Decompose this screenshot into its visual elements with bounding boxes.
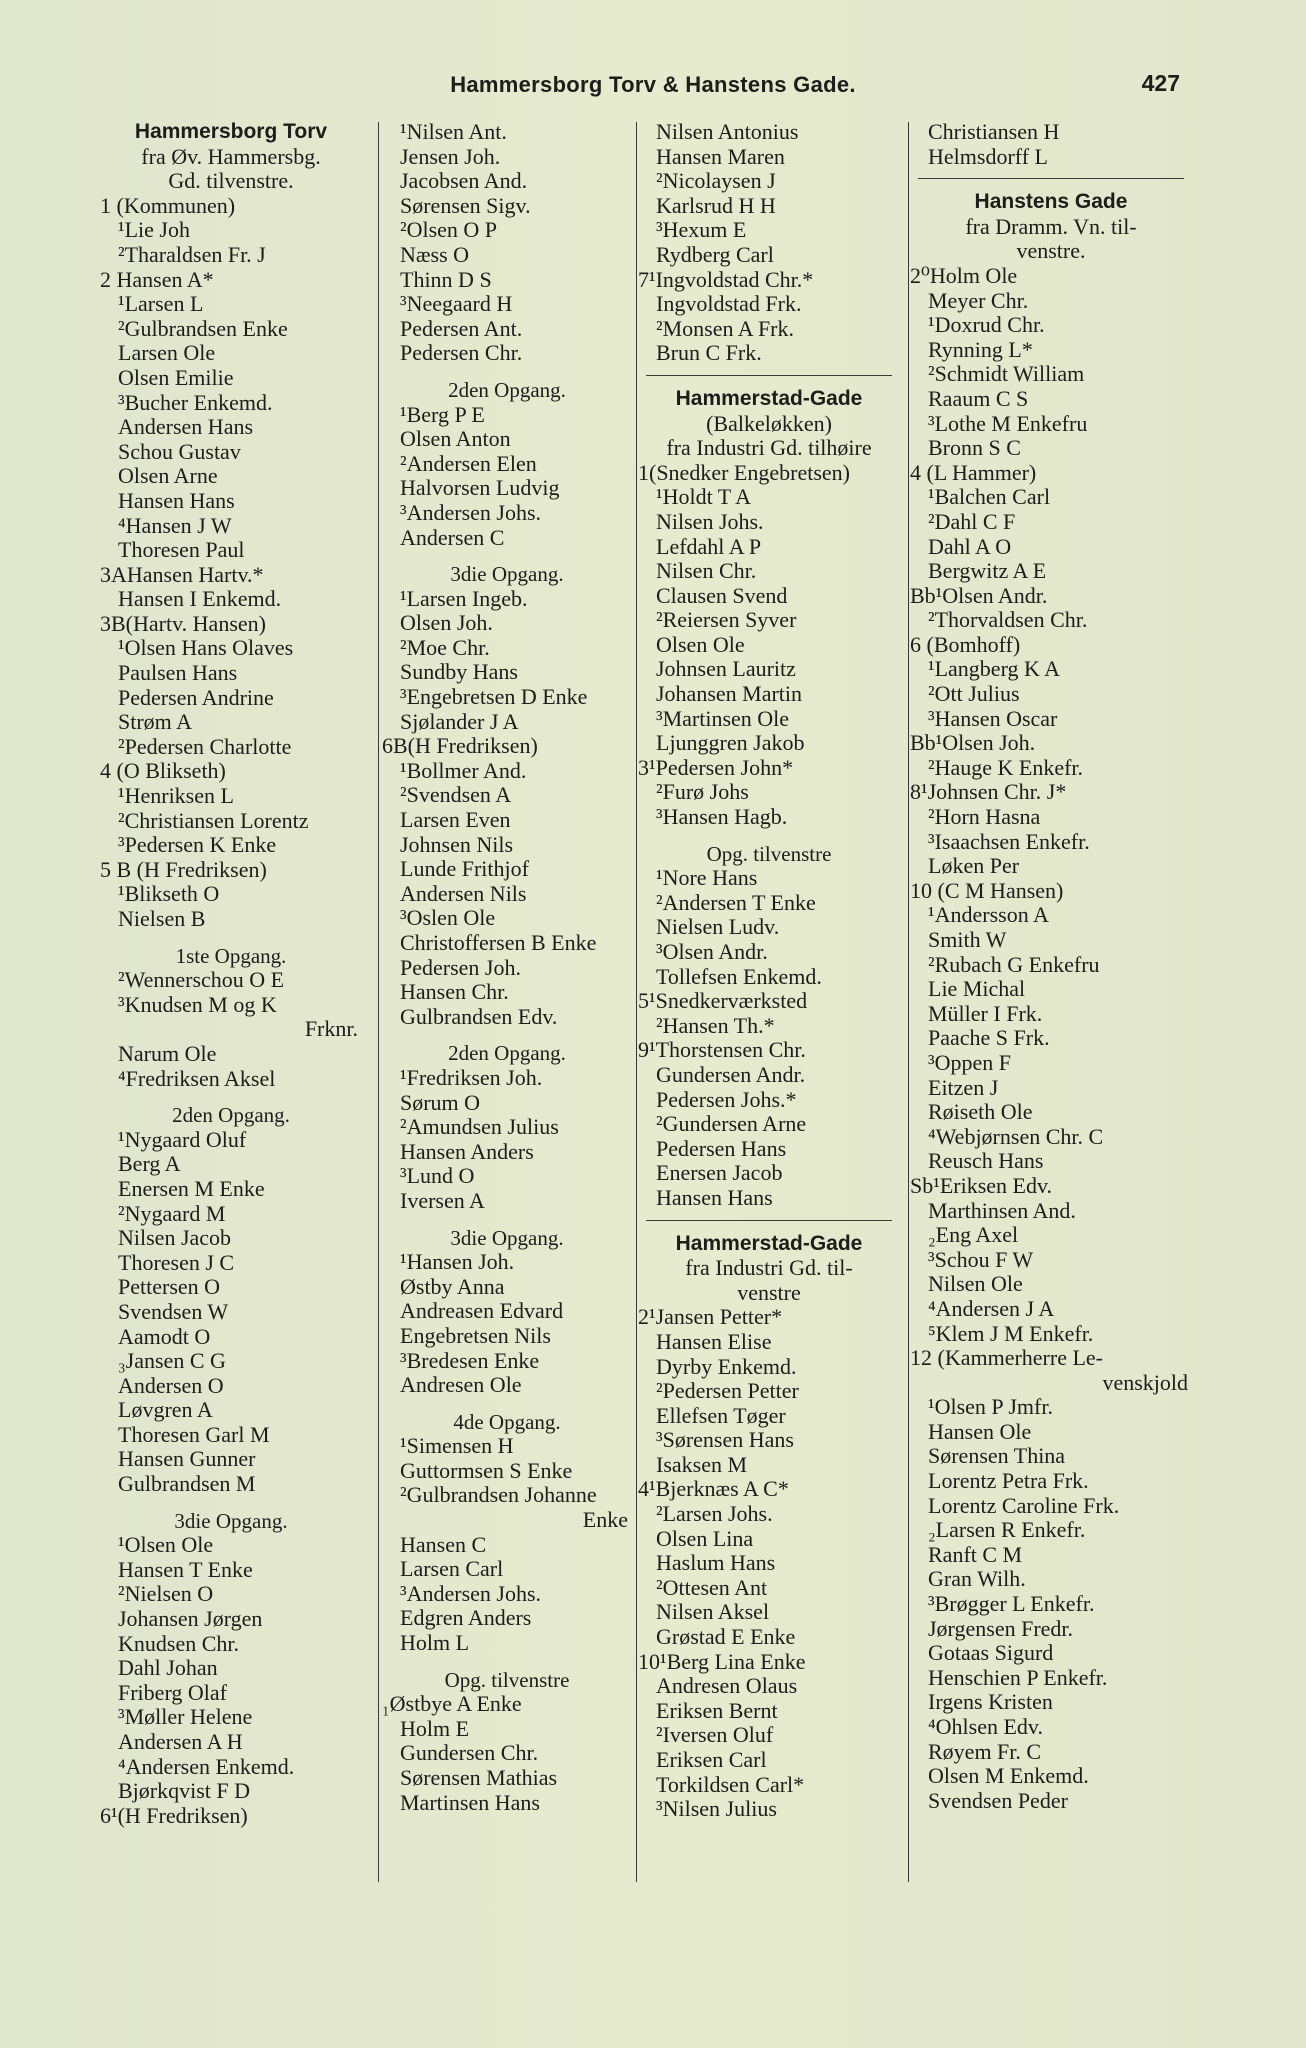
directory-entry: ₂Eng Axel [928,1222,1019,1248]
building-number-entry: 1 (Kommunen) [100,192,236,218]
directory-entry: ¹Blikseth O [118,881,220,907]
directory-entry: ³Martinsen Ole [656,705,790,731]
directory-entry: Jørgensen Fredr. [928,1615,1074,1641]
directory-entry: Sørensen Mathias [400,1765,558,1790]
directory-entry: ⁵Klem J M Enkefr. [928,1320,1094,1346]
directory-entry: ³Sørensen Hans [656,1427,794,1453]
building-number-entry: 3AHansen Hartv.* [100,561,264,587]
building-number-entry: 8¹Johnsen Chr. J* [910,779,1067,805]
directory-entry: Isaksen M [656,1451,748,1477]
directory-entry: Hansen Ole [928,1418,1032,1444]
directory-entry: Aamodt O [118,1323,211,1349]
directory-entry: Dyrby Enkemd. [656,1353,797,1379]
building-number-entry: 2 Hansen A* [100,266,214,292]
entry-continuation: Frknr. [304,1016,358,1042]
street-direction: fra Industri Gd. tilhøire [666,435,872,461]
directory-entry: Brun C Frk. [656,340,762,366]
directory-entry: Eriksen Bernt [656,1697,778,1723]
directory-entry: Hansen C [400,1531,487,1557]
directory-entry: Thoresen Garl M [118,1421,270,1447]
directory-entry: Hansen Hans [656,1184,773,1210]
directory-entry: Lorentz Caroline Frk. [928,1492,1120,1518]
directory-entry: ¹Nore Hans [656,865,758,891]
directory-entry: ¹Larsen L [118,291,204,317]
directory-entry: ²Hansen Th.* [656,1012,775,1038]
directory-entry: Svendsen W [118,1298,229,1324]
directory-entry: ₃Jansen C G [118,1348,226,1374]
directory-entry: Pedersen Johs.* [656,1086,797,1112]
directory-entry: Lorentz Petra Frk. [928,1468,1089,1494]
directory-entry: Lefdahl A P [656,533,762,559]
directory-entry: ³Knudsen M og K [118,991,277,1017]
directory-entry: ²Christiansen Lorentz [118,807,309,833]
directory-entry: ³Lothe M Enkefru [928,410,1088,436]
directory-entry: Pedersen Chr. [400,340,523,366]
building-number-entry: 4 (L Hammer) [910,459,1037,485]
directory-entry: Rydberg Carl [656,241,774,267]
directory-entry: Larsen Ole [118,340,216,366]
directory-entry: ²Gulbrandsen Enke [118,315,288,341]
building-number-entry: 6 (Bomhoff) [910,631,1021,657]
directory-entry: ²Dahl C F [928,508,1016,534]
directory-entry: Nilsen Johs. [656,508,764,534]
directory-entry: Hansen I Enkemd. [118,586,282,612]
directory-entry: Pedersen Andrine [118,684,274,710]
directory-entry: Bjørkqvist F D [118,1778,251,1804]
directory-entry: Olsen Ole [656,631,745,657]
building-number-entry: 9¹Thorstensen Chr. [638,1037,806,1063]
directory-entry: Reusch Hans [928,1148,1044,1174]
directory-entry: ¹Nilsen Ant. [400,119,507,144]
directory-entry: ³Hexum E [656,217,747,243]
directory-entry: ³Oppen F [928,1049,1011,1075]
directory-entry: Berg A [118,1151,181,1177]
directory-entry: ¹Olsen Hans Olaves [118,635,294,661]
directory-entry: Hansen T Enke [118,1556,253,1582]
directory-entry: Paache S Frk. [928,1025,1050,1051]
directory-entry: ¹Olsen Ole [118,1532,214,1558]
directory-entry: Røiseth Ole [928,1099,1033,1125]
directory-entry: ³Lund O [400,1163,475,1189]
directory-entry: Hansen Anders [400,1138,534,1164]
directory-entry: Nilsen Jacob [118,1225,232,1251]
directory-entry: Gotaas Sigurd [928,1640,1054,1666]
directory-entry: ²Hauge K Enkefr. [928,754,1084,780]
column-4 [910,120,1192,1813]
directory-entry: Tollefsen Enkemd. [656,963,822,989]
directory-entry: Hansen Maren [656,143,785,169]
directory-entry: ²Svendsen A [400,782,512,808]
directory-entry: Johansen Jørgen [118,1606,263,1632]
directory-entry: Nilsen Ole [928,1271,1023,1297]
directory-entry: Ellefsen Tøger [656,1402,786,1428]
directory-entry: Lie Michal [928,976,1026,1002]
directory-entry: Larsen Even [400,807,511,833]
directory-entry: Thoresen J C [118,1249,235,1275]
building-number-entry: 7¹Ingvoldstad Chr.* [638,266,814,292]
directory-entry: ²Rubach G Enkefru [928,951,1100,977]
directory-entry: Sørum O [400,1089,481,1115]
building-number-entry: 12 (Kammerherre Le- [910,1345,1104,1371]
directory-entry: Eitzen J [928,1074,999,1100]
directory-entry: Torkildsen Carl* [656,1771,805,1797]
building-number-entry: 5 B (H Fredriksen) [100,856,267,882]
stair-heading: 1ste Opgang. [175,943,287,968]
stair-heading: 2den Opgang. [448,377,566,402]
stair-heading: 3die Opgang. [174,1508,288,1533]
directory-entry: Iversen A [400,1187,485,1213]
section-divider [646,375,892,376]
street-direction: venstre. [1016,238,1086,264]
directory-entry: ¹Hansen Joh. [400,1249,515,1275]
stair-heading: 2den Opgang. [172,1103,290,1128]
directory-entry: ⁴Andersen Enkemd. [118,1753,295,1779]
directory-entry: Sørensen Thina [928,1443,1066,1469]
directory-entry: ²Furø Johs [656,779,749,805]
building-number-entry: 5¹Snedkerværksted [638,988,808,1014]
building-number-entry: Bb¹Olsen Joh. [910,730,1036,756]
directory-entry: ³Pedersen K Enke [118,832,277,858]
building-number-entry: 2⁰Holm Ole [910,262,1018,288]
directory-entry: Sundby Hans [400,659,518,685]
directory-entry: Thinn D S [400,266,492,292]
directory-entry: ²Larsen Johs. [656,1501,773,1527]
directory-entry: ³Møller Helene [118,1704,253,1730]
directory-entry: Olsen Arne [118,463,218,489]
directory-entry: ³Bredesen Enke [400,1347,540,1373]
directory-entry: ²Nielsen O [118,1581,214,1607]
directory-entry: ²Andersen Elen [400,450,537,476]
directory-entry: ²Gundersen Arne [656,1111,807,1137]
directory-entry: ³Bucher Enkemd. [118,389,273,415]
directory-entry: Friberg Olaf [118,1679,227,1705]
directory-entry: Gundersen Chr. [400,1740,539,1766]
directory-entry: Andersen A H [118,1729,243,1754]
directory-entry: Nilsen Aksel [656,1599,770,1625]
directory-entry: Sørensen Sigv. [400,192,531,218]
directory-entry: Dahl Johan [118,1655,218,1681]
directory-entry: Gulbrandsen Edv. [400,1003,558,1029]
building-number-entry: Sb¹Eriksen Edv. [910,1172,1053,1198]
directory-entry: ⁴Hansen J W [118,512,232,538]
directory-entry: Smith W [928,927,1007,952]
directory-entry: ²Ottesen Ant [656,1574,768,1600]
directory-entry: ¹Nygaard Oluf [118,1126,247,1152]
directory-entry: ³Schou F W [928,1246,1034,1272]
directory-entry: ¹Langberg K A [928,656,1061,682]
directory-entry: Bergwitz A E [928,558,1047,584]
stair-heading: 3die Opgang. [450,1225,564,1250]
directory-entry: Jacobsen And. [400,168,528,194]
directory-entry: Røyem Fr. C [928,1738,1042,1764]
stair-heading: 4de Opgang. [453,1409,561,1434]
street-direction: (Balkeløkken) [706,410,832,436]
directory-entry: Løvgren A [118,1397,213,1423]
directory-entry: ¹Larsen Ingeb. [400,585,528,611]
directory-entry: ²Pedersen Petter [656,1378,799,1404]
directory-entry: ²Iversen Oluf [656,1722,774,1748]
directory-entry: Edgren Anders [400,1605,532,1631]
street-direction: venstre [737,1279,801,1305]
directory-entry: Henschien P Enkefr. [928,1664,1108,1690]
directory-entry: ⁴Andersen J A [928,1295,1055,1321]
directory-entry: Andersen O [118,1372,224,1398]
directory-entry: Engebretsen Nils [400,1322,551,1348]
directory-entry: ³Neegaard H [400,291,513,317]
directory-entry: ²Gulbrandsen Johanne [400,1482,597,1508]
directory-entry: Hansen Hans [118,487,235,513]
street-heading: Hammerstad-Gade [675,386,863,410]
building-number-entry: 10¹Berg Lina Enke [638,1648,806,1674]
street-heading: Hammersborg Torv [134,120,328,143]
directory-entry: Sjølander J A [400,708,519,734]
directory-entry: Lunde Frithjof [400,856,529,882]
directory-entry: Rynning L* [928,336,1033,362]
building-number-entry: 4 (O Blikseth) [100,758,226,784]
directory-entry: Larsen Carl [400,1556,504,1582]
entry-continuation: Enke [582,1507,628,1533]
stair-heading: 3die Opgang. [450,562,564,587]
directory-entry: Christoffersen B Enke [400,930,597,955]
directory-entry: Paulsen Hans [118,660,238,686]
directory-entry: Andresen Ole [400,1372,522,1398]
directory-entry: ³Brøgger L Enkefr. [928,1591,1095,1617]
directory-entry: ²Andersen T Enke [656,889,816,915]
column-divider [378,122,379,1882]
directory-entry: ¹Fredriksen Joh. [400,1064,543,1090]
section-divider [918,178,1184,179]
directory-entry: Müller I Frk. [928,1000,1043,1026]
building-number-entry: 6¹(H Fredriksen) [100,1802,248,1828]
directory-entry: Hansen Gunner [118,1446,256,1472]
directory-entry: Johansen Martin [656,681,803,707]
directory-entry: Eriksen Carl [656,1747,767,1772]
directory-entry: Hansen Elise [656,1328,772,1354]
directory-entry: Løken Per [928,853,1020,879]
directory-entry: Christiansen H [928,119,1060,144]
directory-entry: ²Ott Julius [928,681,1020,707]
directory-entry: Narum Ole [118,1040,217,1066]
directory-entry: Halvorsen Ludvig [400,475,560,501]
directory-entry: Johnsen Lauritz [656,656,796,682]
directory-entry: ¹Lie Joh [118,217,190,243]
street-heading: Hammerstad-Gade [675,1231,863,1255]
directory-entry: ³Andersen Johs. [400,1580,542,1606]
directory-entry: Andersen Nils [400,880,527,906]
directory-entry: Strøm A [118,709,192,735]
directory-entry: Irgens Kristen [928,1689,1053,1715]
directory-entry: Næss O [400,241,470,267]
directory-entry: Holm E [400,1715,470,1741]
directory-entry: ²Moe Chr. [400,634,490,660]
directory-entry: ¹Doxrud Chr. [928,312,1045,338]
directory-entry: ²Nygaard M [118,1200,226,1226]
directory-entry: Olsen M Enkemd. [928,1763,1089,1789]
directory-entry: ³Hansen Hagb. [656,804,788,830]
directory-entry: ²Olsen O P [400,217,498,243]
directory-entry: Gundersen Andr. [656,1061,806,1087]
directory-entry: Martinsen Hans [400,1789,540,1815]
directory-entry: ³Andersen Johs. [400,499,542,525]
street-direction: Gd. tilvenstre. [168,168,294,194]
directory-entry: ²Wennerschou O E [118,967,285,993]
directory-entry: Karlsrud H H [656,192,776,218]
street-direction: fra Øv. Hammersbg. [141,143,321,169]
directory-entry: ³Hansen Oscar [928,705,1058,731]
directory-entry: Nielsen Ludv. [656,914,780,940]
directory-entry: Andersen Hans [118,414,254,440]
directory-entry: Andreasen Edvard [400,1298,564,1324]
directory-entry: ²Tharaldsen Fr. J [118,241,266,267]
directory-entry: Andresen Olaus [656,1673,798,1699]
directory-entry: ²Nicolaysen J [656,168,776,194]
building-number-entry: 4¹Bjerknæs A C* [638,1476,789,1502]
directory-entry: ¹Bollmer And. [400,757,527,783]
directory-entry: ₂Larsen R Enkefr. [928,1517,1086,1543]
directory-entry: Thoresen Paul [118,537,245,563]
entry-continuation: venskjold [1102,1369,1188,1395]
column-3 [638,120,900,1822]
directory-entry: Raaum C S [928,385,1029,411]
directory-entry: Pedersen Ant. [400,315,523,341]
street-direction: fra Dramm. Vn. til- [965,213,1137,239]
directory-entry: Olsen Joh. [400,610,493,636]
directory-entry: Holm L [400,1630,470,1656]
directory-entry: Pedersen Joh. [400,954,521,980]
page-number: 427 [1141,70,1180,96]
directory-entry: ³Engebretsen D Enke [400,684,588,710]
building-number-entry: 1(Snedker Engebretsen) [638,459,850,485]
directory-entry: Ranft C M [928,1541,1023,1567]
directory-entry: Nilsen Antonius [656,119,799,144]
column-2 [382,120,632,1815]
directory-entry: Grøstad E Enke [656,1624,796,1650]
directory-entry: Østby Anna [400,1273,505,1299]
building-number-entry: 10 (C M Hansen) [910,877,1064,903]
column-1 [100,120,362,1828]
stair-heading: Opg. tilvenstre [444,1667,570,1692]
directory-entry: Gulbrandsen M [118,1471,256,1497]
directory-entry: Jensen Joh. [400,143,501,169]
directory-entry: Nilsen Chr. [656,558,757,584]
directory-entry: Olsen Emilie [118,364,234,390]
directory-entry: Dahl A O [928,533,1012,559]
directory-entry: Helmsdorff L [928,143,1048,169]
column-divider [908,122,909,1882]
directory-entry: Guttormsen S Enke [400,1457,573,1483]
stair-heading: 2den Opgang. [448,1041,566,1066]
directory-entry: ²Thorvaldsen Chr. [928,607,1088,633]
building-number-entry: Bb¹Olsen Andr. [910,582,1048,608]
directory-entry: ¹Andersson A [928,902,1049,928]
building-number-entry: 2¹Jansen Petter* [638,1304,783,1330]
street-heading: Hanstens Gade [974,190,1128,214]
directory-entry: ⁴Webjørnsen Chr. C [928,1123,1104,1149]
directory-entry: ¹Holdt T A [656,484,752,510]
directory-entry: Svendsen Peder [928,1787,1068,1813]
directory-entry: ¹Henriksen L [118,783,234,809]
directory-entry: ¹Berg P E [400,401,485,427]
directory-entry: Olsen Lina [656,1525,754,1551]
directory-entry: ¹Balchen Carl [928,484,1051,510]
directory-entry: ⁴Ohlsen Edv. [928,1714,1044,1739]
directory-entry: Knudsen Chr. [118,1630,239,1656]
directory-entry: Enersen Jacob [656,1160,783,1186]
directory-entry: Pettersen O [118,1274,221,1300]
directory-entry: Pedersen Hans [656,1135,787,1161]
directory-entry: Andersen C [400,524,505,550]
directory-entry: Hansen Chr. [400,979,509,1005]
directory-entry: Meyer Chr. [928,287,1029,313]
directory-entry: ³Isaachsen Enkefr. [928,828,1090,854]
building-number-entry: ₁Østbye A Enke [382,1691,522,1717]
directory-entry: ²Pedersen Charlotte [118,733,292,759]
directory-entry: Clausen Svend [656,582,788,608]
directory-entry: Schou Gustav [118,438,241,464]
directory-entry: ³Olsen Andr. [656,939,768,964]
directory-entry: ²Reiersen Syver [656,607,797,633]
directory-entry: ¹Olsen P Jmfr. [928,1394,1053,1420]
directory-entry: Ljunggren Jakob [656,730,805,756]
building-number-entry: 3¹Pedersen John* [638,754,794,780]
directory-entry: ²Horn Hasna [928,804,1041,830]
directory-entry: Enersen M Enke [118,1175,265,1201]
directory-entry: Ingvoldstad Frk. [656,291,802,317]
column-divider [636,122,637,1882]
directory-entry: Bronn S C [928,435,1021,461]
running-head: Hammersborg Torv & Hanstens Gade. [450,72,856,97]
directory-entry: ⁴Fredriksen Aksel [118,1065,276,1091]
directory-entry: Johnsen Nils [400,831,514,857]
directory-entry: ²Monsen A Frk. [656,315,795,341]
directory-entry: Haslum Hans [656,1550,776,1576]
directory-entry: Marthinsen And. [928,1197,1076,1223]
stair-heading: Opg. tilvenstre [706,841,832,866]
street-direction: fra Industri Gd. til- [685,1255,853,1281]
directory-entry: Nielsen B [118,906,206,931]
directory-entry: ¹Simensen H [400,1433,514,1459]
directory-entry: Olsen Anton [400,426,511,452]
building-number-entry: 6B(H Fredriksen) [382,733,538,759]
directory-entry: ³Nilsen Julius [656,1796,777,1822]
directory-entry: ²Amundsen Julius [400,1114,559,1140]
section-divider [646,1220,892,1221]
directory-entry: ³Oslen Ole [400,905,496,931]
building-number-entry: 3B(Hartv. Hansen) [100,610,266,636]
directory-entry: Gran Wilh. [928,1566,1026,1592]
directory-entry: ²Schmidt William [928,361,1085,387]
